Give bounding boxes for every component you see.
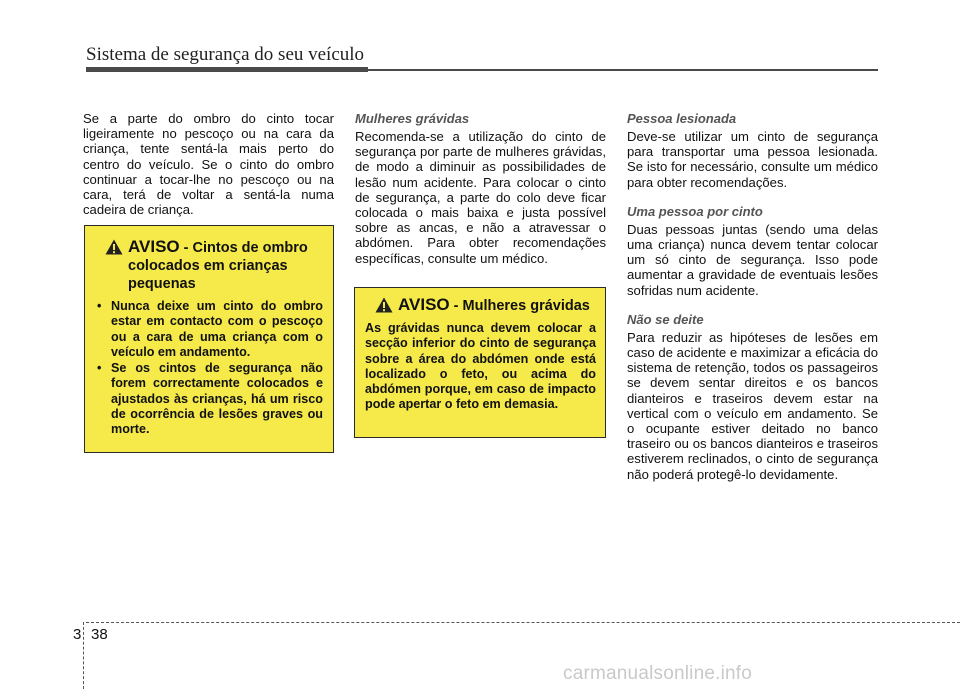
warning-item-text: Se os cintos de segurança não forem correctamente colocados e ajustados às crianças, há um risco de ocorrência de lesões graves ou morte. xyxy=(111,361,323,437)
warning-triangle-icon xyxy=(375,297,393,313)
page-header-title: Sistema de segurança do seu veículo xyxy=(86,44,365,65)
section-heading-pregnant: Mulheres grávidas xyxy=(355,111,470,126)
column-right xyxy=(627,111,878,482)
warning-list-item xyxy=(97,361,323,437)
section-heading-injured: Pessoa lesionada xyxy=(627,111,737,126)
warning-title xyxy=(398,296,590,315)
section-heading-one-per-belt: Uma pessoa por cinto xyxy=(627,203,763,219)
page-number: 38 xyxy=(91,626,108,643)
warning-triangle-icon xyxy=(105,239,123,255)
warning-word: AVISO xyxy=(128,237,180,256)
warning-list xyxy=(97,299,323,438)
one-per-belt-paragraph: Duas pessoas juntas (sendo uma delas uma criança) nunca devem tentar colocar um só cinto de segurança. Isso pode aumentar a gravidade de eventuais lesões sofridas num acidente. xyxy=(627,221,878,298)
warning-list-item xyxy=(97,299,323,360)
warning-body: As grávidas nunca devem colocar a secção inferior do cinto de segurança sobre a área do abdómen onde está localizado o feto, ou acima do abdómen porque, em caso de impacto pode apertar o feto em demasia. xyxy=(365,321,596,412)
warning-subtitle: - Cintos de ombro colocados em crianças pequenas xyxy=(128,240,308,292)
pregnant-paragraph: Recomenda-se a utilização do cinto de segurança por parte de mulheres grávidas, de modo a diminuir as possibilidades de lesão num acidente. Para colocar o cinto de segurança, a parte do colo deve ficar colocada o mais baixa e justa possível sobre as ancas, e não a atravessar o abdómen. Para obter recomendações específicas, consulte um médico. xyxy=(355,129,606,266)
footer-divider xyxy=(83,622,84,689)
injured-paragraph: Deve-se utilizar um cinto de segurança para transportar uma pessoa lesionada. Se isto for necessário, consulte um médico para obter recomendações. xyxy=(627,129,878,190)
dont-lie-paragraph: Para reduzir as hipóteses de lesões em caso de acidente e maximizar a eficácia do sistema de retenção, todos os passageiros se devem sentar direitos e os bancos dianteiros e traseiros devem estar na vertical com o veículo em andamento. Se o ocupante estiver deitado no banco traseiro ou os bancos dianteiros e traseiros estiverem reclinados, o cinto de segurança não poderá protegê-lo devidamente. xyxy=(627,329,878,482)
warning-header xyxy=(97,234,323,293)
warning-title xyxy=(128,238,323,293)
section-heading-dont-lie: Não se deite xyxy=(627,311,704,327)
watermark: carmanualsonline.info xyxy=(563,663,753,684)
footer-rule xyxy=(86,622,960,623)
warning-box-pregnant xyxy=(354,287,606,438)
column-middle xyxy=(355,111,606,266)
header-rule-thin xyxy=(368,69,878,71)
child-shoulder-belt-paragraph: Se a parte do ombro do cinto tocar ligeiramente no pescoço ou na cara da criança, tente sentá-la mais perto do centro do veículo. Se o cinto do ombro continuar a tocar-lhe no pescoço ou na cara, terá de voltar a sentá-la numa cadeira de criança. xyxy=(83,111,334,218)
warning-item-text: Nunca deixe um cinto do ombro estar em contacto com o pescoço ou a cara de uma criança com o veículo em andamento. xyxy=(111,299,323,359)
bullet-icon: • xyxy=(97,299,102,313)
warning-word: AVISO xyxy=(398,295,450,314)
warning-header xyxy=(365,296,596,315)
column-left xyxy=(83,111,334,217)
warning-box-child-belts xyxy=(84,225,334,453)
warning-subtitle: - Mulheres grávidas xyxy=(449,298,590,314)
header-rule-thick xyxy=(86,67,368,72)
bullet-icon: • xyxy=(97,361,102,376)
section-number: 3 xyxy=(73,626,82,643)
